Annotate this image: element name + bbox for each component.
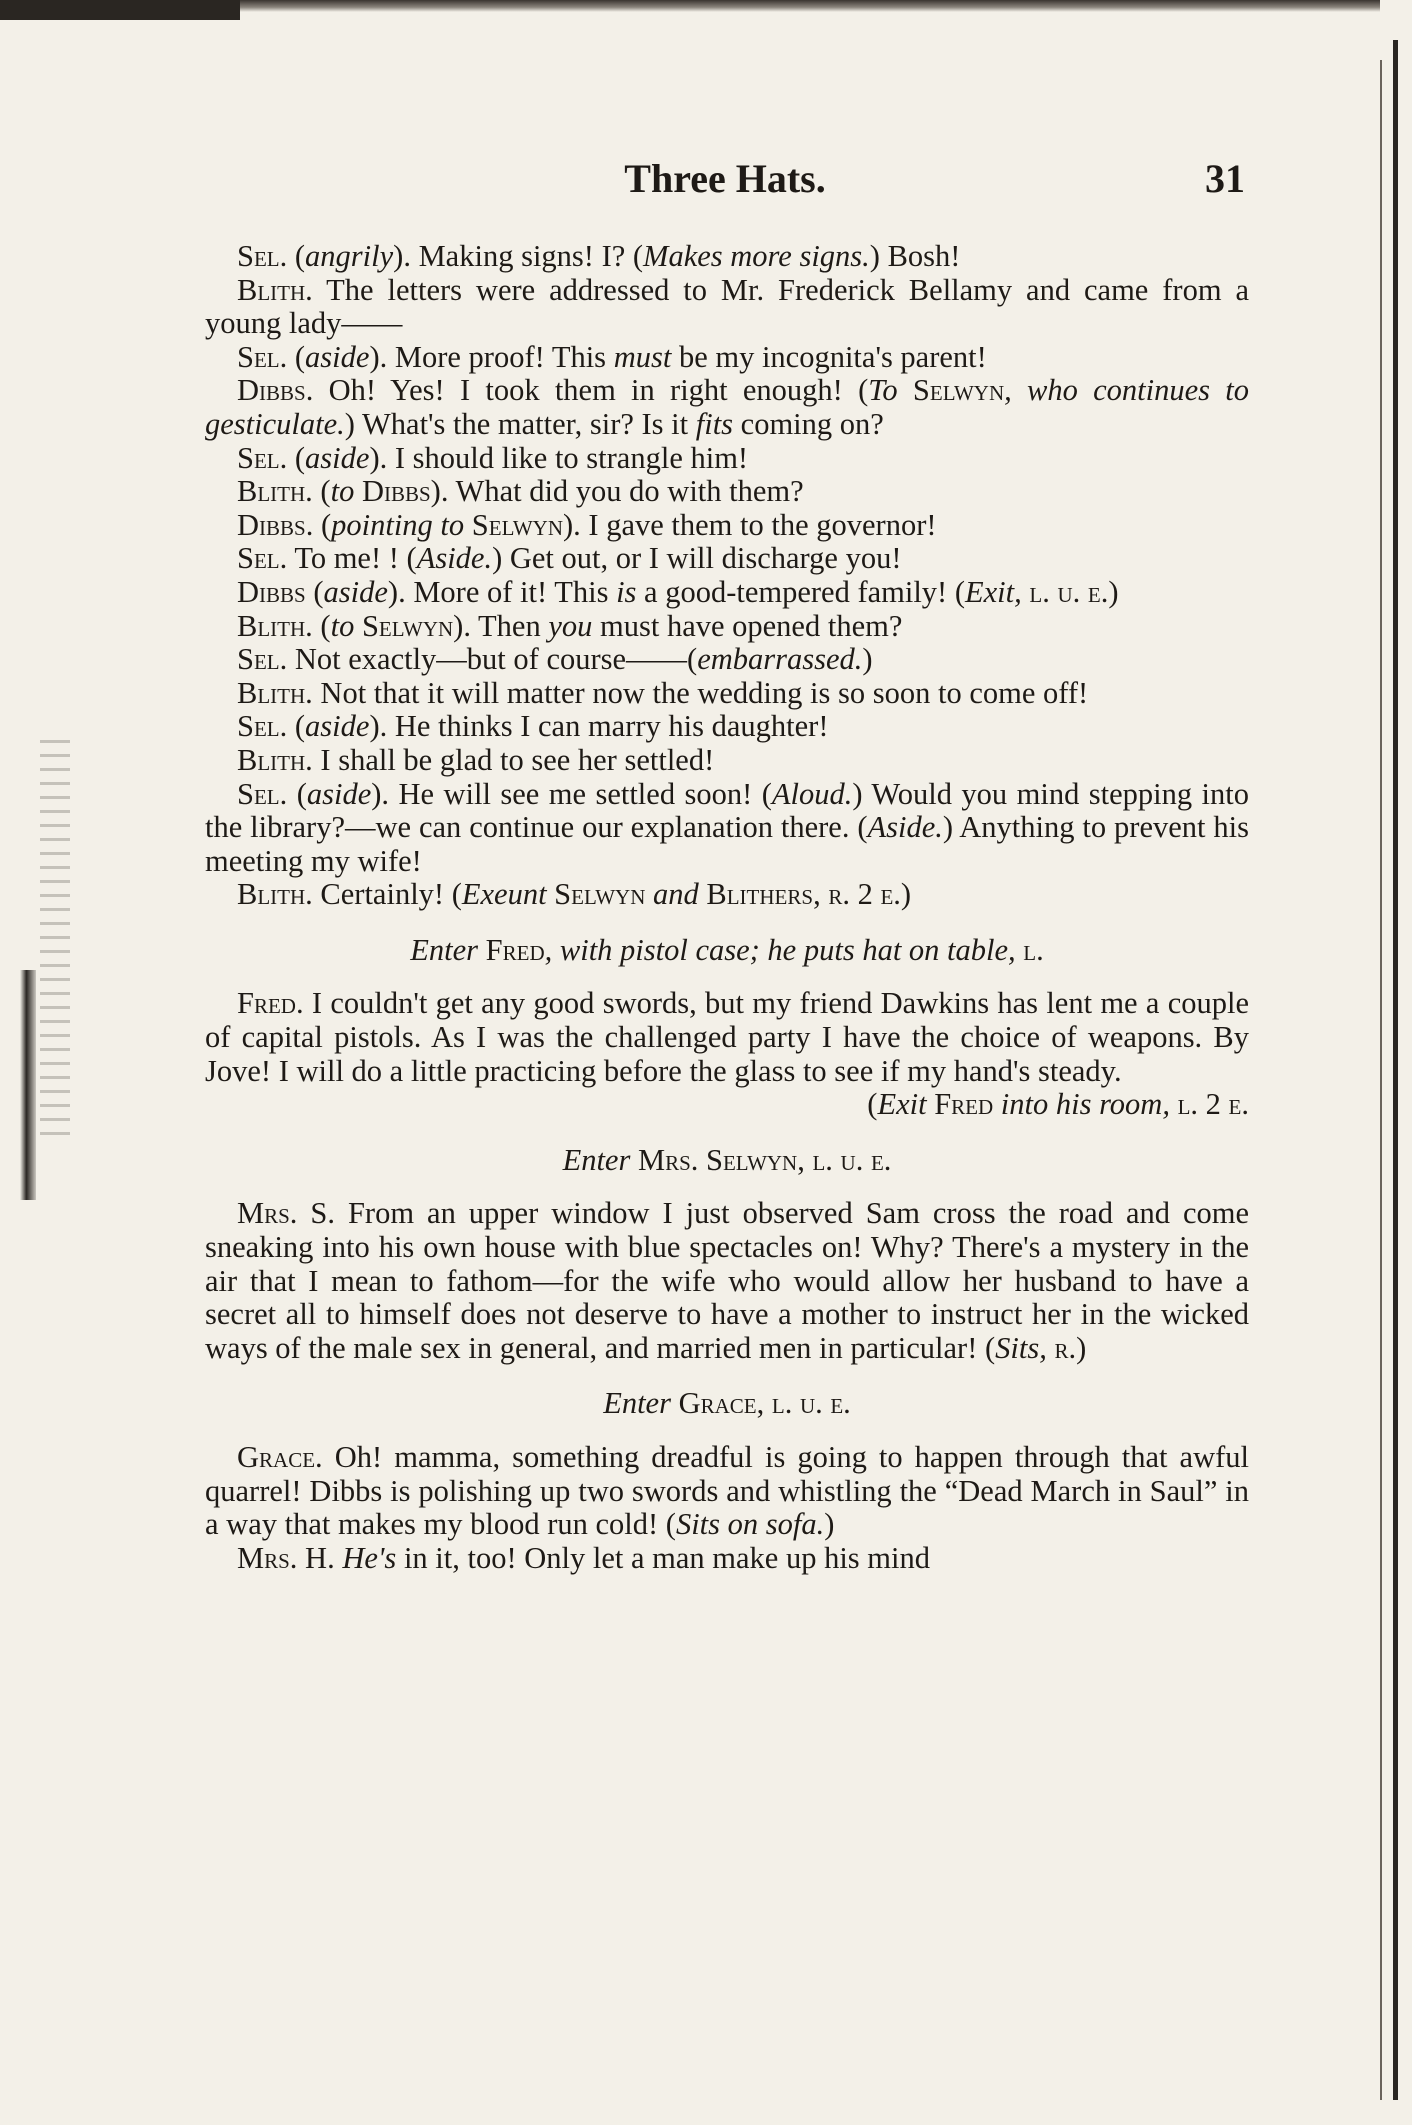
- scan-top-bar: [0, 0, 240, 20]
- dialogue-line: Blith. (to Selwyn). Then you must have opened them?: [237, 608, 903, 643]
- stage-direction: Enter Mrs. Selwyn, l. u. e.: [562, 1142, 892, 1177]
- running-head: [205, 155, 1245, 215]
- page-body: [205, 240, 1249, 1575]
- stage-direction: Enter Fred, with pistol case; he puts hat on table, l.: [410, 932, 1044, 967]
- page-number: 31: [1205, 156, 1245, 201]
- page-edge-right: [1393, 40, 1398, 2100]
- dialogue-line: Mrs. S. From an upper window I just observed Sam cross the road and come sneaking into his own house with blue spectacles on! Why? There's a mystery in the air that I mean to fathom—for the wife who would allow her husband to have a secret all to himself does not deserve to have a mother to instruct her in the wicked ways of the male sex in general, and married men in particular! (Sits, r.): [205, 1196, 1249, 1365]
- dialogue-line: Dibbs (aside). More of it! This is a good-tempered family! (Exit, l. u. e.): [237, 574, 1119, 609]
- dialogue-line: Sel. To me! ! (Aside.) Get out, or I will discharge you!: [237, 541, 902, 576]
- dialogue-line: Sel. (angrily). Making signs! I? (Makes more signs.) Bosh!: [237, 239, 961, 273]
- dialogue-line: Sel. (aside). I should like to strangle him!: [237, 440, 749, 475]
- page-edge-right-inner: [1380, 60, 1382, 2100]
- dialogue-line: Sel. (aside). He will see me settled soon! (Aloud.) Would you mind stepping into the library?—we can continue our explanation there. (Aside.) Anything to prevent his meeting my wife!: [205, 776, 1249, 878]
- dialogue-line: Blith. I shall be glad to see her settled!: [237, 742, 715, 777]
- dialogue-line: Dibbs. (pointing to Selwyn). I gave them to the governor!: [237, 507, 937, 542]
- dialogue-line: Dibbs. Oh! Yes! I took them in right enough! (To Selwyn, who continues to gesticulate.) What's the matter, sir? Is it fits coming on?: [205, 373, 1249, 441]
- dialogue-line: Sel. (aside). More proof! This must be my incognita's parent!: [237, 339, 987, 374]
- stage-direction: Enter Grace, l. u. e.: [603, 1386, 851, 1421]
- dialogue-line: Blith. Not that it will matter now the wedding is so soon to come off!: [237, 675, 1089, 710]
- dialogue-line: Blith. The letters were addressed to Mr. Frederick Bellamy and came from a young lady——: [205, 272, 1249, 341]
- dialogue-line: Blith. Certainly! (Exeunt Selwyn and Blithers, r. 2 e.): [237, 877, 912, 912]
- dialogue-line: Sel. (aside). He thinks I can marry his daughter!: [237, 709, 829, 744]
- dialogue-line: Grace. Oh! mamma, something dreadful is going to happen through that awful quarrel! Dibbs is polishing up two swords and whistling the “Dead March in Saul” in a way that makes my blood run cold! (Sits on sofa.): [205, 1440, 1249, 1542]
- stage-direction: (Exit Fred into his room, l. 2 e.: [867, 1087, 1249, 1122]
- dialogue-line: Blith. (to Dibbs). What did you do with them?: [237, 474, 804, 509]
- dialogue-line: Sel. Not exactly—but of course——(embarrassed.): [237, 642, 873, 677]
- dialogue-line: Fred. I couldn't get any good swords, but my friend Dawkins has lent me a couple of capital pistols. As I was the challenged party I have the choice of weapons. By Jove! I will do a little practicing before the glass to see if my hand's steady.: [205, 986, 1249, 1088]
- page-title: Three Hats.: [624, 156, 826, 201]
- margin-specks: [40, 740, 70, 1140]
- margin-smudge: [20, 970, 36, 1200]
- dialogue-line: Mrs. H. He's in it, too! Only let a man make up his mind: [237, 1540, 930, 1575]
